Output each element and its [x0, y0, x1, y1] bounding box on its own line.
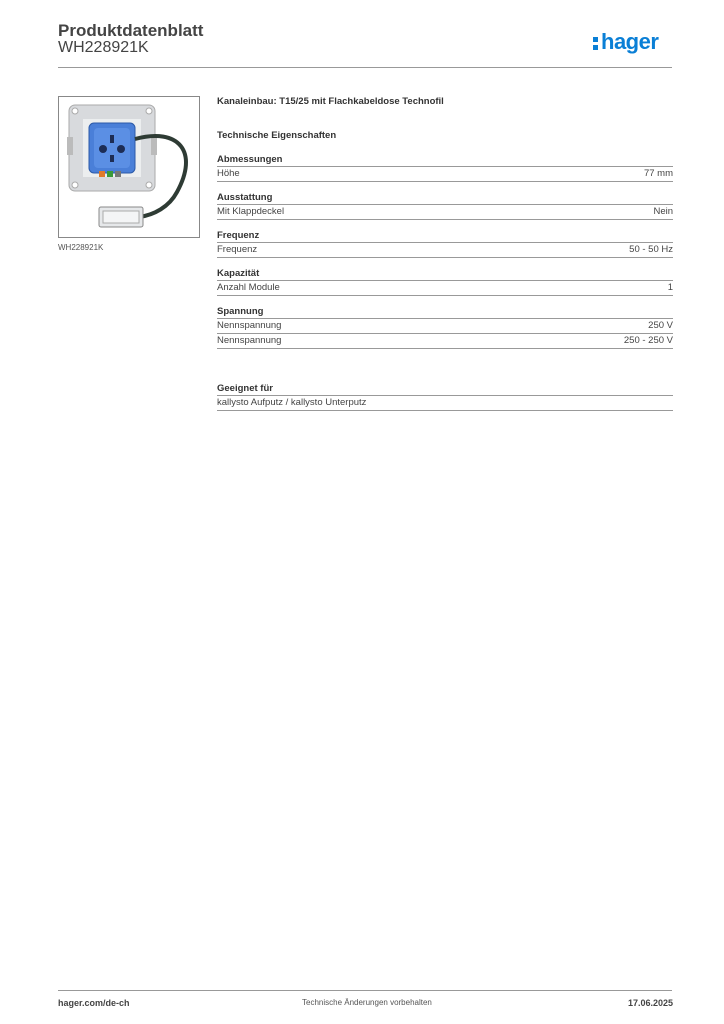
property-row: [217, 333, 673, 349]
property-label: Mit Klappdeckel: [217, 206, 285, 217]
footer-divider: [58, 990, 672, 991]
article-number: WH228921K: [58, 39, 149, 56]
property-row: [217, 395, 673, 411]
footer-website: hager.com/de-ch: [58, 998, 130, 1008]
property-value: Nein: [653, 206, 673, 217]
section-frequenz: [217, 230, 673, 258]
hager-logo: [593, 29, 658, 55]
tech-properties-heading: Technische Eigenschaften: [217, 130, 337, 141]
section-ausstattung: [217, 192, 673, 220]
property-value: 1: [667, 282, 673, 293]
property-label: Frequenz: [217, 244, 258, 255]
section-title: Geeignet für: [217, 383, 273, 394]
property-value: 250 V: [648, 320, 673, 331]
logo-text: hager: [601, 29, 659, 54]
product-details: [217, 96, 673, 411]
property-value: 50 - 50 Hz: [629, 244, 673, 255]
property-label: Anzahl Module: [217, 282, 280, 293]
section-title: Abmessungen: [217, 154, 283, 165]
page-title: Produktdatenblatt: [58, 21, 204, 40]
property-label: Höhe: [217, 168, 240, 179]
section-abmessungen: [217, 154, 673, 182]
property-row: [217, 242, 673, 258]
property-value: 77 mm: [643, 168, 673, 179]
section-title: Kapazität: [217, 268, 260, 279]
socket-illustration-icon: [59, 97, 199, 237]
section-kapazitaet: [217, 268, 673, 296]
property-value: 250 - 250 V: [623, 335, 673, 346]
footer-disclaimer: Technische Änderungen vorbehalten: [302, 998, 432, 1007]
section-spannung: [217, 306, 673, 349]
property-row: [217, 166, 673, 182]
property-label: Nennspannung: [217, 320, 282, 331]
section-title: Spannung: [217, 306, 264, 317]
section-title: Ausstattung: [217, 192, 273, 203]
image-caption: WH228921K: [58, 243, 104, 252]
footer-date: 17.06.2025: [628, 998, 674, 1008]
property-label: Nennspannung: [217, 335, 282, 346]
product-name: Kanaleinbau: T15/25 mit Flachkabeldose Technofil: [217, 96, 444, 107]
section-geeignet: [217, 383, 673, 411]
header-divider: [58, 67, 672, 68]
property-row: [217, 280, 673, 296]
section-title: Frequenz: [217, 230, 260, 241]
property-row: [217, 204, 673, 220]
property-label: kallysto Aufputz / kallysto Unterputz: [217, 397, 367, 408]
product-image: [58, 96, 200, 238]
property-row: [217, 318, 673, 333]
logo-dots-icon: [593, 34, 599, 51]
